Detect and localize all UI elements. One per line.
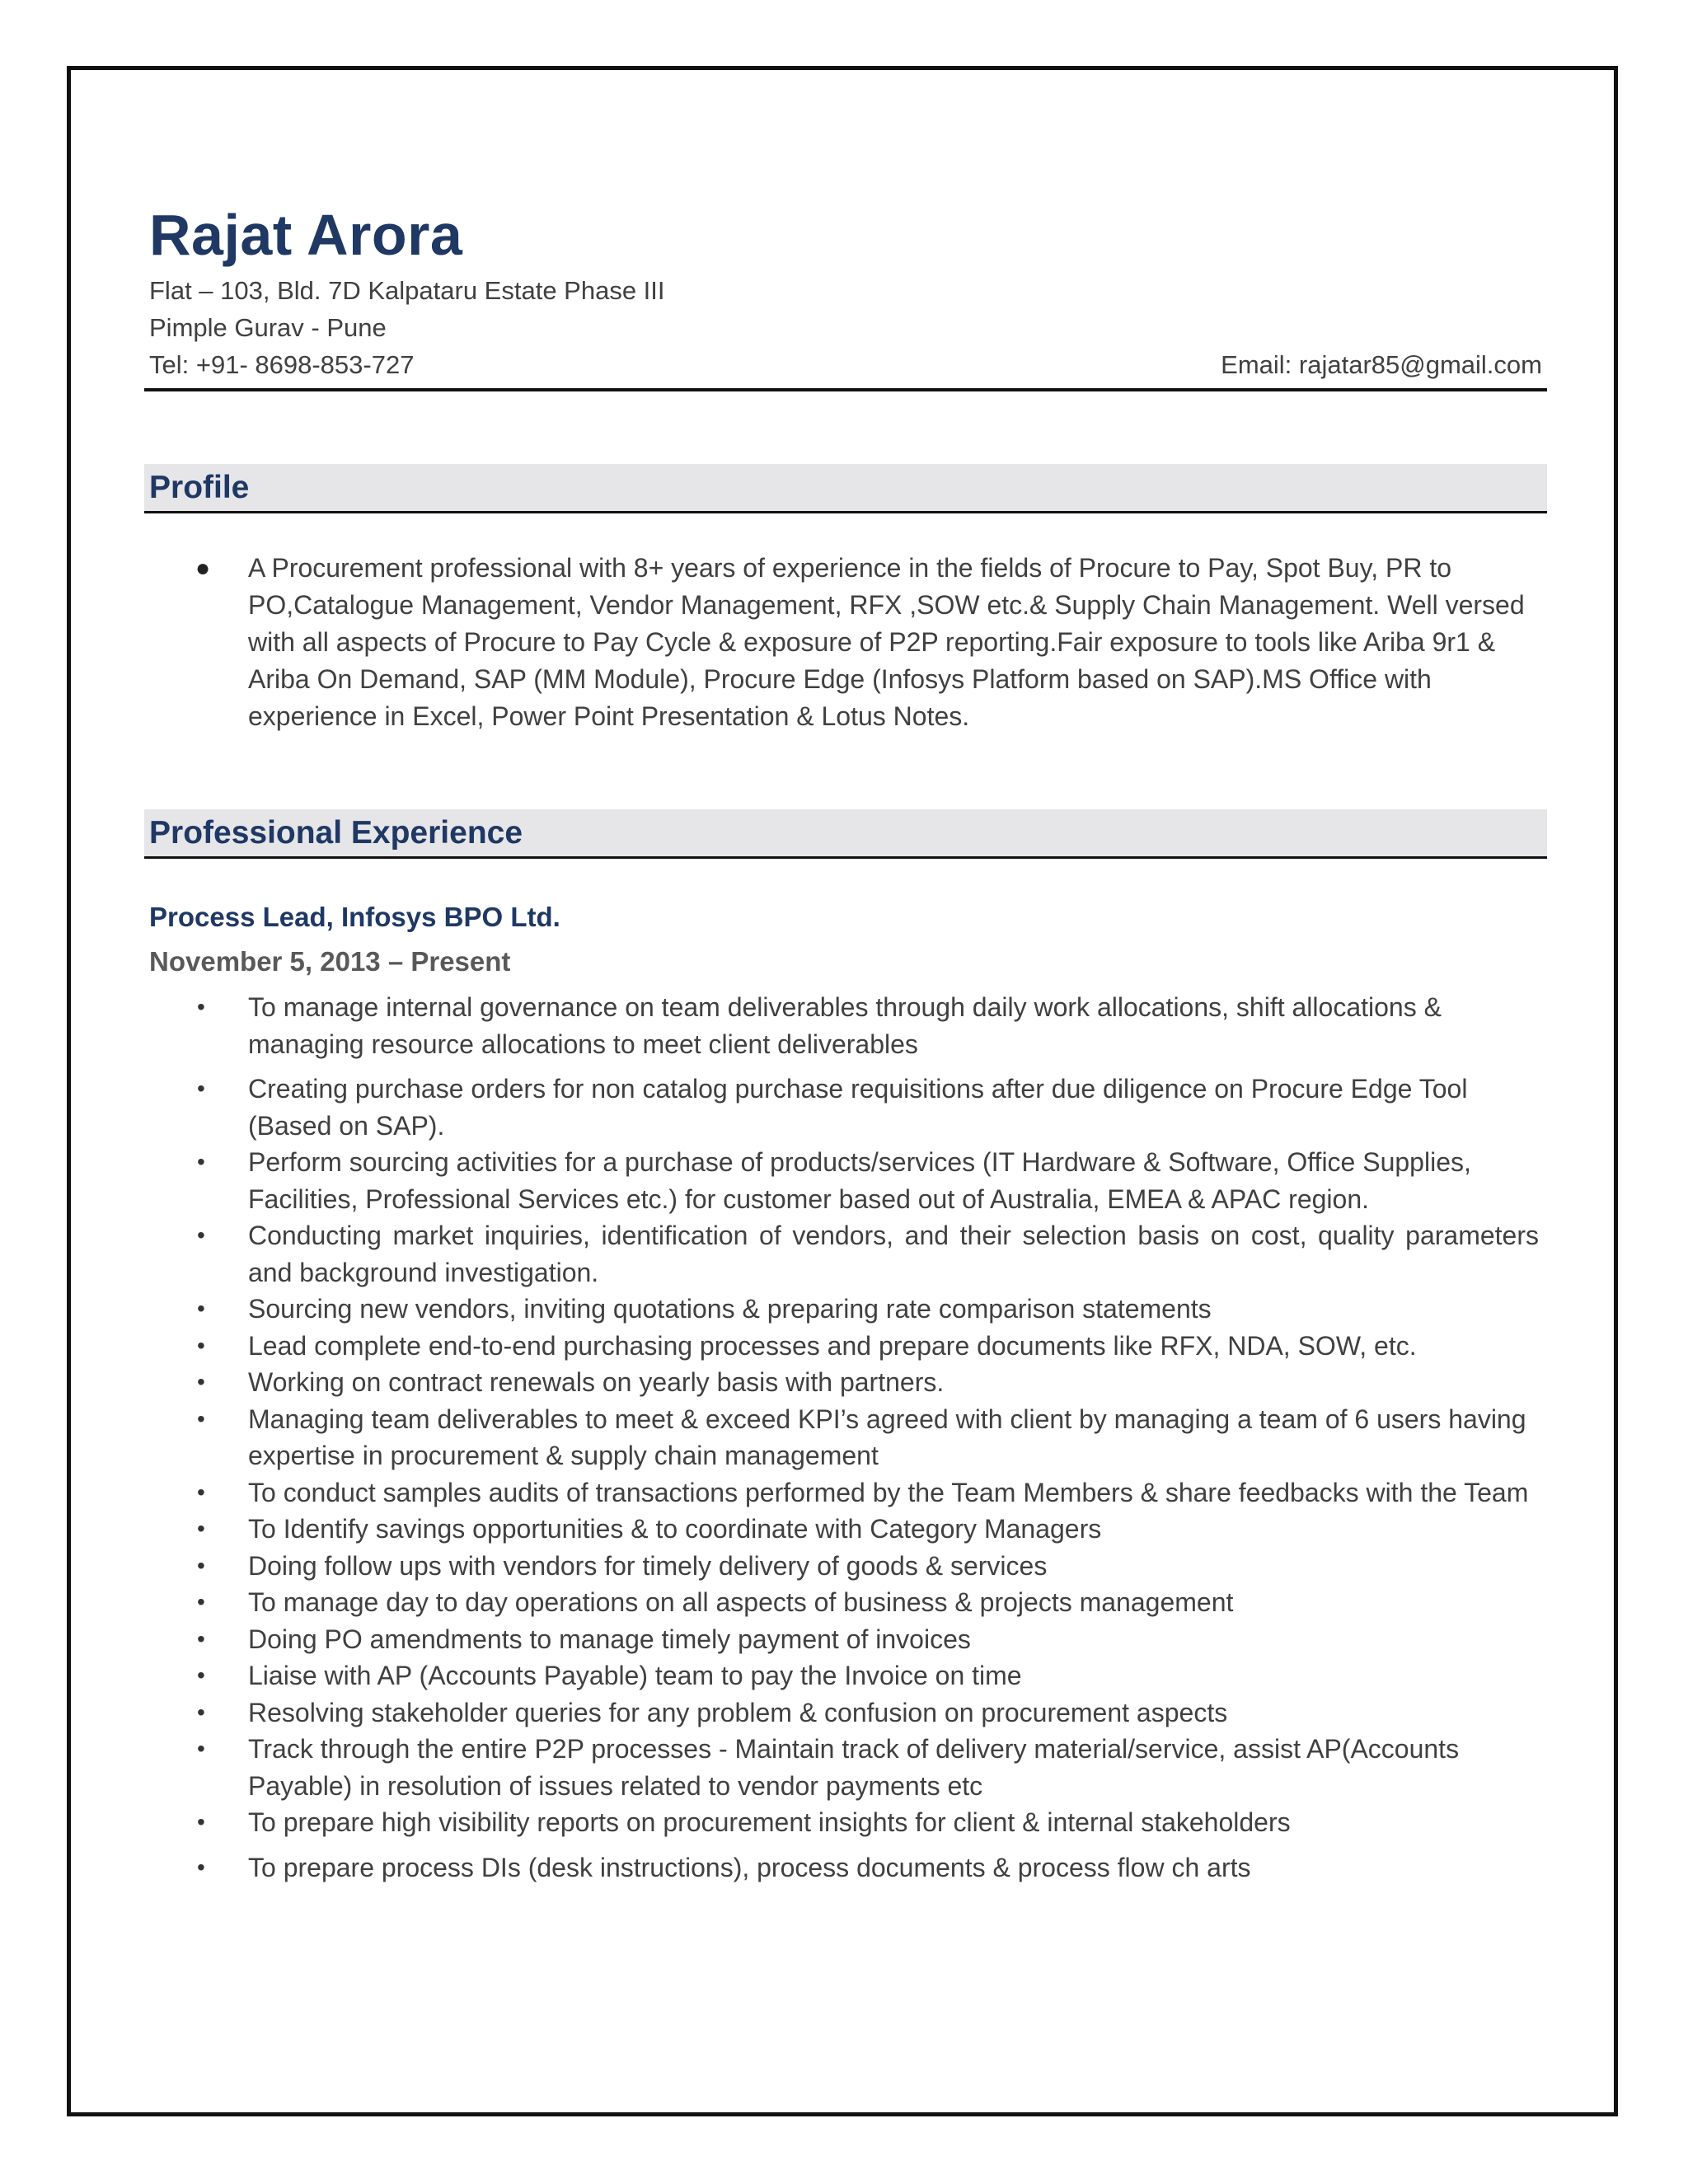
bullet-icon: • <box>197 1589 205 1615</box>
resume-content <box>149 198 1547 1886</box>
bullet-icon: • <box>197 1369 205 1394</box>
bullet-icon: • <box>197 1854 205 1880</box>
bullet-icon: • <box>197 1552 205 1578</box>
duty-text: Creating purchase orders for non catalog purchase requisitions after due diligence on Procure Edge Tool (Based on SAP). <box>248 1074 1468 1141</box>
job-title: Process Lead, Infosys BPO Ltd. <box>149 902 560 932</box>
bullet-icon: • <box>197 1625 205 1652</box>
duty-item <box>149 1849 1547 1886</box>
duty-text: Resolving stakeholder queries for any problem & confusion on procurement aspects <box>248 1697 1228 1727</box>
job-dates: November 5, 2013 – Present <box>149 946 511 977</box>
bullet-icon: ● <box>195 555 211 582</box>
duty-text: Conducting market inquiries, identification of vendors, and their selection basis on cost, quality parameters and background investigation. <box>248 1221 1539 1287</box>
phone-number: Tel: +91- 8698-853-727 <box>149 350 415 379</box>
duty-item <box>149 1291 1547 1328</box>
duty-item <box>149 1731 1547 1804</box>
bullet-icon: • <box>197 1296 205 1321</box>
duty-item <box>149 1621 1547 1658</box>
bullet-icon: • <box>197 1076 205 1101</box>
address-line-1: Flat – 103, Bld. 7D Kalpataru Estate Phase III <box>149 276 665 305</box>
bullet-icon: • <box>197 1662 205 1688</box>
duty-text: To conduct samples audits of transactions performed by the Team Members & share feedbacks with the Team <box>248 1477 1529 1507</box>
duty-text: To prepare high visibility reports on procurement insights for client & internal stakeholders <box>248 1807 1291 1837</box>
duty-item <box>149 1804 1547 1841</box>
duty-text: To Identify savings opportunities & to coordinate with Category Managers <box>248 1514 1102 1544</box>
duty-item <box>149 1548 1547 1585</box>
duty-text: Perform sourcing activities for a purchase of products/services (IT Hardware & Software, Office Supplies, Facilities, Professional Services etc.) for customer based out of Australia, EMEA & APAC region. <box>248 1147 1471 1214</box>
duty-item <box>149 1474 1547 1511</box>
duty-text: To manage internal governance on team deliverables through daily work allocations, shift allocations & managing resource allocations to meet client deliverables <box>248 992 1442 1059</box>
bullet-icon: • <box>197 1736 205 1761</box>
address-line-2: Pimple Gurav - Pune <box>149 313 387 342</box>
bullet-icon: • <box>197 1699 205 1725</box>
duty-text: Lead complete end-to-end purchasing processes and prepare documents like RFX, NDA, SOW, etc. <box>248 1330 1417 1361</box>
bullet-icon: • <box>197 994 205 1019</box>
bullet-icon: • <box>197 1479 205 1505</box>
bullet-icon: • <box>197 1809 205 1835</box>
profile-heading: Profile <box>144 464 1547 513</box>
duty-text: Working on contract renewals on yearly basis with partners. <box>248 1367 945 1397</box>
duty-item <box>149 1511 1547 1548</box>
experience-heading: Professional Experience <box>144 809 1547 859</box>
bullet-icon: • <box>197 1222 205 1248</box>
duty-item <box>149 1071 1547 1144</box>
duty-item <box>149 1657 1547 1694</box>
resume-header <box>149 198 1547 391</box>
bullet-icon: • <box>197 1516 205 1541</box>
duty-item <box>149 1401 1547 1474</box>
duty-item <box>149 989 1547 1062</box>
duty-item <box>149 1328 1547 1365</box>
duty-text: Doing follow ups with vendors for timely delivery of goods & services <box>248 1550 1048 1581</box>
duty-item <box>149 1584 1547 1621</box>
profile-item <box>149 550 1547 735</box>
candidate-name: Rajat Arora <box>149 203 463 267</box>
profile-text: A Procurement professional with 8+ years of experience in the fields of Procure to Pay, Spot Buy, PR to PO,Catalogue Management, Vendor Management, RFX ,SOW etc.& Supply Chain Management. Well versed with all aspects of Procure to Pay Cycle & exposure of P2P reporting.Fair exposure to tools like Ariba 9r1 & Ariba On Demand, SAP (MM Module), Procure Edge (Infosys Platform based on SAP).MS Office with experience in Excel, Power Point Presentation & Lotus Notes. <box>248 553 1525 731</box>
email-address: Email: rajatar85@gmail.com <box>1221 350 1542 379</box>
duty-item <box>149 1144 1547 1217</box>
duties-list <box>149 989 1547 1886</box>
bullet-icon: • <box>197 1332 205 1358</box>
profile-list <box>149 550 1547 735</box>
duty-text: To prepare process DIs (desk instructions), process documents & process flow ch arts <box>248 1852 1251 1882</box>
contact-row <box>149 346 1547 383</box>
duty-text: Liaise with AP (Accounts Payable) team to pay the Invoice on time <box>248 1661 1022 1690</box>
bullet-icon: • <box>197 1405 205 1432</box>
duty-item <box>149 1217 1547 1291</box>
duty-text: Sourcing new vendors, inviting quotations & preparing rate comparison statements <box>248 1294 1212 1324</box>
header-divider <box>144 388 1547 391</box>
duty-text: To manage day to day operations on all aspects of business & projects management <box>248 1587 1234 1617</box>
duty-text: Track through the entire P2P processes - Maintain track of delivery material/service, assist AP(Accounts Payable) in resolution of issues related to vendor payments etc <box>248 1734 1460 1801</box>
duty-item <box>149 1364 1547 1401</box>
bullet-icon: • <box>197 1149 205 1174</box>
duty-text: Managing team deliverables to meet & exceed KPI’s agreed with client by managing a team of 6 users having expertise in procurement & supply chain management <box>248 1404 1526 1470</box>
duty-item <box>149 1694 1547 1732</box>
duty-text: Doing PO amendments to manage timely payment of invoices <box>248 1624 971 1654</box>
